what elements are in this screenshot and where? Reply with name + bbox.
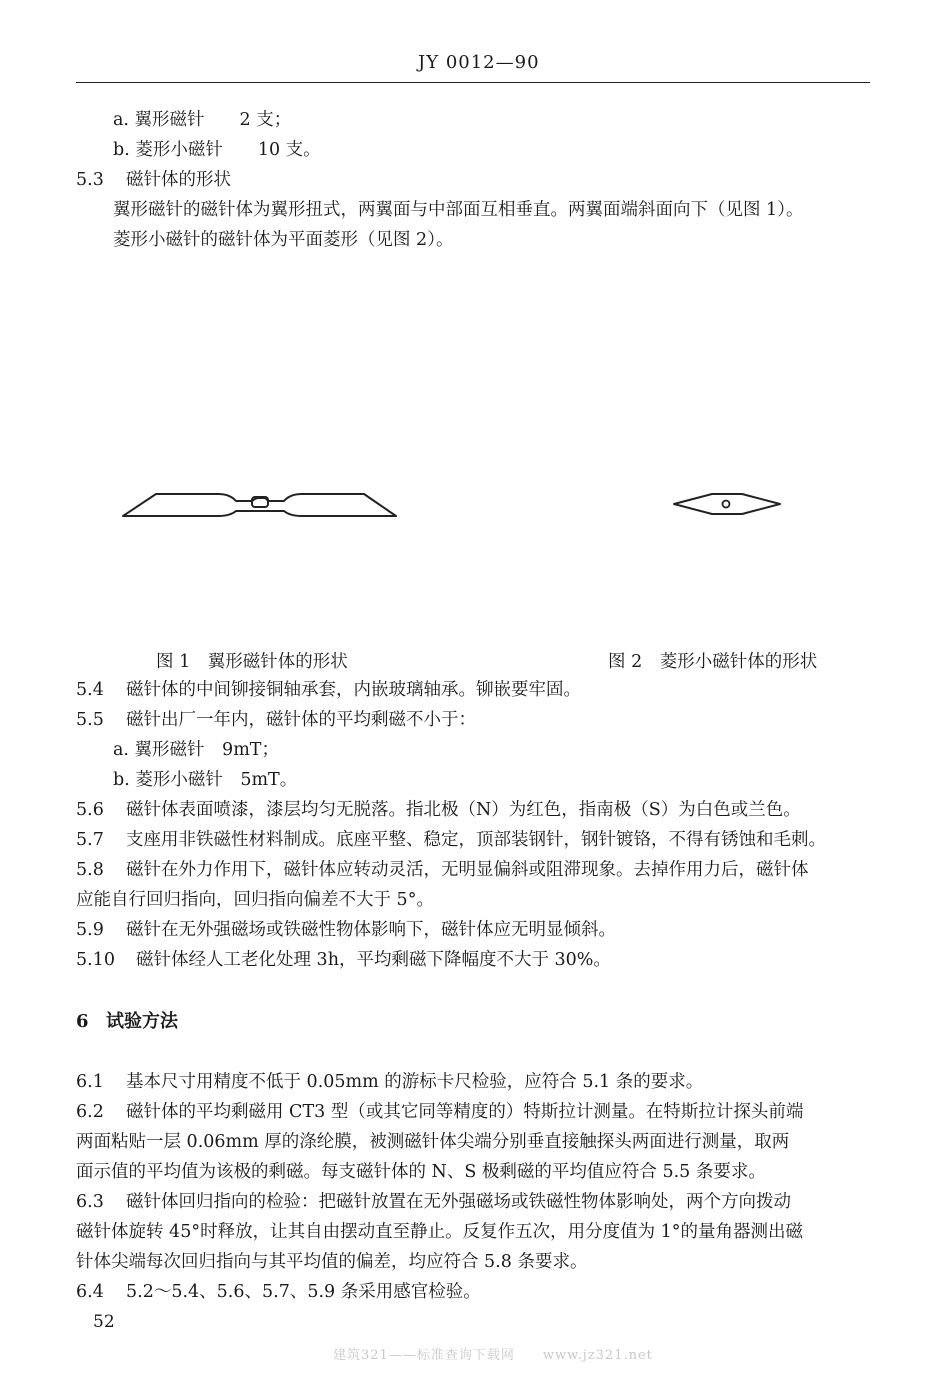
- clause-6-1: [76, 1070, 703, 1094]
- clause-text: 磁针出厂一年内，磁针体的平均剩磁不小于：: [126, 710, 476, 730]
- list-item-wing-needle-count: a. 翼形磁针 2 支；: [113, 110, 292, 130]
- figure-2-diamond-needle-drawing: [670, 490, 790, 520]
- clause-text: 磁针体回归指向的检验：把磁针放置在无外强磁场或铁磁性物体影响处，两个方向拨动: [126, 1192, 791, 1212]
- document-code: JY 0012—90: [418, 52, 540, 73]
- clause-5-8-continuation: 应能自行回归指向，回归指向偏差不大于 5°。: [76, 890, 434, 910]
- clause-text: 磁针体表面喷漆，漆层均匀无脱落。指北极（N）为红色，指南极（S）为白色或兰色。: [126, 800, 801, 820]
- clause-6-3-continuation-1: 磁针体旋转 45°时释放，让其自由摆动直至静止。反复作五次，用分度值为 1°的量角器测出磁: [76, 1222, 804, 1242]
- clause-number: 5.8: [76, 860, 104, 880]
- clause-5-9: [76, 918, 616, 942]
- clause-text: 磁针体的平均剩磁用 CT3 型（或其它同等精度的）特斯拉计测量。在特斯拉计探头前端: [126, 1102, 804, 1122]
- clause-6-2-continuation-1: 两面粘贴一层 0.06mm 厚的涤纶膜，被测磁针体尖端分别垂直接触探头两面进行测量，取两: [76, 1132, 790, 1152]
- clause-number: 6.2: [76, 1102, 104, 1122]
- clause-number: 5.4: [76, 680, 104, 700]
- figure-1-caption: 图 1 翼形磁针体的形状: [156, 652, 348, 672]
- clause-number: 5.9: [76, 920, 104, 940]
- clause-number: 6.3: [76, 1192, 104, 1212]
- clause-5-8: [76, 858, 809, 882]
- clause-5-10: [76, 948, 611, 972]
- clause-text: 基本尺寸用精度不低于 0.05mm 的游标卡尺检验，应符合 5.1 条的要求。: [126, 1072, 704, 1092]
- list-item-diamond-needle-count: b. 菱形小磁针 10 支。: [113, 140, 321, 160]
- clause-5-3-heading: [76, 168, 231, 192]
- clause-6-3: [76, 1190, 791, 1214]
- clause-5-7: [76, 828, 826, 852]
- clause-6-3-continuation-2: 针体尖端每次回归指向与其平均值的偏差，均应符合 5.8 条要求。: [76, 1252, 588, 1272]
- clause-title: 磁针体的形状: [126, 170, 231, 190]
- clause-number: 6.4: [76, 1282, 104, 1302]
- figure-1-wing-needle-drawing: [118, 488, 418, 528]
- header-rule: [76, 82, 870, 83]
- clause-text: 磁针在无外强磁场或铁磁性物体影响下，磁针体应无明显倾斜。: [126, 920, 616, 940]
- clause-6-4: [76, 1280, 481, 1304]
- section-number: 6: [76, 1011, 89, 1032]
- clause-5-3-paragraph-1: 翼形磁针的磁针体为翼形扭式，两翼面与中部面互相垂直。两翼面端斜面向下（见图 1）。: [113, 200, 804, 220]
- clause-text: 支座用非铁磁性材料制成。底座平整、稳定，顶部装钢针，钢针镀铬，不得有锈蚀和毛刺。: [126, 830, 826, 850]
- clause-5-4: [76, 678, 581, 702]
- clause-text: 磁针体经人工老化处理 3h，平均剩磁下降幅度不大于 30%。: [136, 950, 611, 970]
- clause-text: 5.2～5.4、5.6、5.7、5.9 条采用感官检验。: [126, 1282, 481, 1302]
- section-title: 试验方法: [106, 1011, 178, 1032]
- clause-6-2-continuation-2: 面示值的平均值为该极的剩磁。每支磁针体的 N、S 极剩磁的平均值应符合 5.5 条要求。: [76, 1162, 766, 1182]
- figure-2-caption: 图 2 菱形小磁针体的形状: [608, 652, 818, 672]
- clause-number: 5.10: [76, 950, 115, 970]
- clause-5-5-item-b: b. 菱形小磁针 5mT。: [113, 770, 298, 790]
- clause-5-5-item-a: a. 翼形磁针 9mT；: [113, 740, 279, 760]
- clause-text: 磁针体的中间铆接铜轴承套，内嵌玻璃轴承。铆嵌要牢固。: [126, 680, 581, 700]
- clause-number: 5.6: [76, 800, 104, 820]
- clause-6-2: [76, 1100, 803, 1124]
- clause-number: 6.1: [76, 1072, 104, 1092]
- site-watermark: 建筑321——标准查询下载网 www.jz321.net: [333, 1348, 653, 1363]
- clause-5-3-paragraph-2: 菱形小磁针的磁针体为平面菱形（见图 2）。: [113, 230, 454, 250]
- section-6-heading: [76, 1010, 178, 1034]
- clause-number: 5.7: [76, 830, 104, 850]
- clause-number: 5.3: [76, 170, 104, 190]
- page-number: 52: [93, 1312, 115, 1332]
- clause-5-5: [76, 708, 476, 732]
- clause-text: 磁针在外力作用下，磁针体应转动灵活，无明显偏斜或阻滞现象。去掉作用力后，磁针体: [126, 860, 809, 880]
- clause-5-6: [76, 798, 801, 822]
- clause-number: 5.5: [76, 710, 104, 730]
